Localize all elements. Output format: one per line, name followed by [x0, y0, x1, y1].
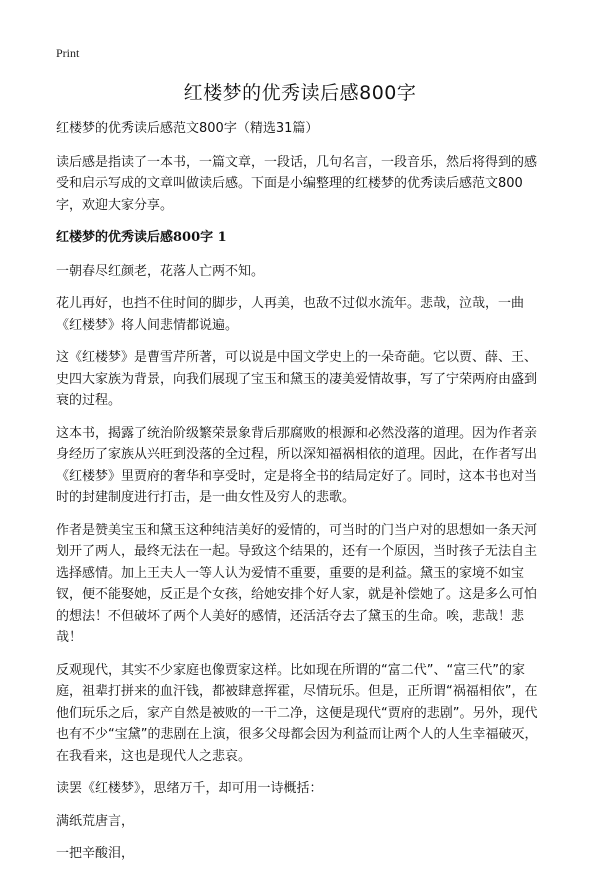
intro-paragraph: 读后感是指读了一本书，一篇文章，一段话，几句名言，一段音乐，然后将得到的感受和启示写成的文章叫做读后感。下面是小编整理的红楼梦的优秀读后感范文800字，欢迎大家分享。	[56, 154, 538, 213]
page-title: 红楼梦的优秀读后感800字	[183, 82, 417, 104]
paragraph: 反观现代，其实不少家庭也像贾家这样。比如现在所谓的“富二代”、“富三代”的家庭，祖辈打拼来的血汗钱，都被肆意挥霍，尽情玩乐。但是，正所谓“祸福相依”，在他们玩乐之后，家产自然是被败的一干二净，这便是现代“贾府的悲剧”。另外，现代也有不少“宝黛”的悲剧在上演，很多父母都会因为利益而让两个人的人生幸福破灭，在我看来，这也是现代人之悲哀。	[56, 662, 538, 764]
article-subtitle: 红楼梦的优秀读后感范文800字（精选31篇）	[56, 121, 319, 136]
paragraph: 这本书，揭露了统治阶级繁荣景象背后那腐败的根源和必然没落的道理。因为作者亲身经历了家族从兴旺到没落的全过程，所以深知福祸相依的道理。因此，在作者写出《红楼梦》里贾府的奢华和享受时，定是将全书的结局定好了。同时，这本书也对当时的封建制度进行打击，是一曲女性及穷人的悲歌。	[56, 425, 538, 505]
paragraph: 作者是赞美宝玉和黛玉这种纯洁美好的爱情的，可当时的门当户对的思想如一条天河划开了两人，最终无法在一起。导致这个结果的，还有一个原因，当时孩子无法自主选择感情。加上王夫人一等人认为爱情不重要，重要的是利益。黛玉的家境不如宝钗，便不能娶她，反正是个女孩，给她安排个好人家，就是补偿她了。这是多么可怕的想法！不但破坏了两个人美好的感情，还活活夺去了黛玉的生命。唉，悲哉！悲哉！	[56, 522, 538, 645]
print-link[interactable]: Print	[56, 46, 80, 60]
article-body	[56, 118, 546, 876]
section-heading: 红楼梦的优秀读后感800字 1	[56, 230, 227, 245]
paragraph: 花儿再好，也挡不住时间的脚步，人再美，也敌不过似水流年。悲哉，泣哉，一曲《红楼梦》将人间悲情都说遍。	[56, 296, 525, 333]
poem-line: 满纸荒唐言，	[56, 813, 135, 829]
paragraph: 读罢《红楼梦》，思绪万千，却可用一诗概括：	[56, 781, 323, 796]
poem-line: 一把辛酸泪，	[56, 846, 135, 861]
paragraph: 这《红楼梦》是曹雪芹所著，可以说是中国文学史上的一朵奇葩。它以贾、薛、王、史四大家族为背景，向我们展现了宝玉和黛玉的凄美爱情故事，写了宁荣两府由盛到衰的过程。	[56, 350, 538, 408]
paragraph: 一朝春尽红颜老，花落人亡两不知。	[56, 263, 265, 279]
